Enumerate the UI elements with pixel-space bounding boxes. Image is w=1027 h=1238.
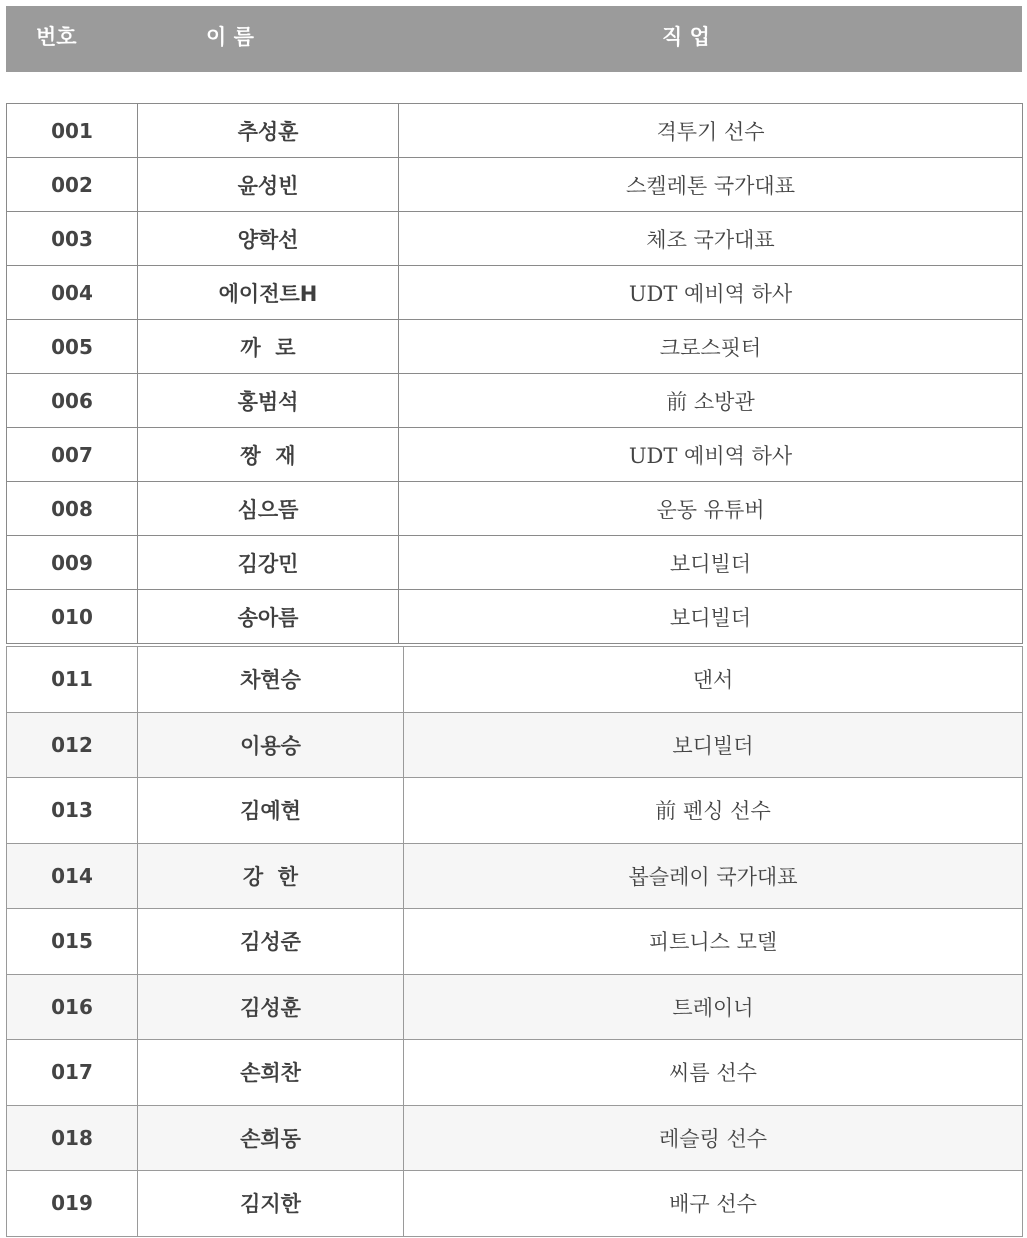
cell-number: 009 [7,536,138,590]
cell-number: 012 [7,712,138,778]
cell-job: 피트니스 모델 [404,909,1023,975]
table-row [7,590,1023,644]
table-row [7,843,1023,909]
table-row [7,320,1023,374]
cell-name: 손희찬 [138,1040,404,1106]
cell-job: 운동 유튜버 [399,482,1023,536]
cell-number: 004 [7,266,138,320]
table-row [7,1105,1023,1171]
table-row [7,104,1023,158]
header-name: 이 름 [206,25,254,49]
cell-job: UDT 예비역 하사 [399,428,1023,482]
cell-name: 강 한 [138,843,404,909]
cell-number: 015 [7,909,138,975]
header-job: 직 업 [662,25,710,49]
cell-number: 011 [7,647,138,713]
cell-job: 스켈레톤 국가대표 [399,158,1023,212]
table-header [6,6,1022,72]
cell-name: 윤성빈 [138,158,399,212]
cell-name: 김성훈 [138,974,404,1040]
cell-job: 보디빌더 [404,712,1023,778]
cell-number: 005 [7,320,138,374]
cell-number: 007 [7,428,138,482]
cell-number: 010 [7,590,138,644]
cell-job: 보디빌더 [399,536,1023,590]
cell-number: 008 [7,482,138,536]
cell-name: 김지한 [138,1171,404,1237]
cell-job: 트레이너 [404,974,1023,1040]
cell-name: 에이전트H [138,266,399,320]
cell-number: 017 [7,1040,138,1106]
cell-job: 체조 국가대표 [399,212,1023,266]
cell-job: 크로스핏터 [399,320,1023,374]
table-row [7,909,1023,975]
table-row [7,374,1023,428]
cell-number: 003 [7,212,138,266]
cell-name: 김강민 [138,536,399,590]
table-row [7,482,1023,536]
cell-number: 006 [7,374,138,428]
participants-table-2 [6,646,1023,1237]
cell-job: 격투기 선수 [399,104,1023,158]
table-row [7,647,1023,713]
cell-job: 前 소방관 [399,374,1023,428]
table-row [7,428,1023,482]
cell-name: 추성훈 [138,104,399,158]
cell-number: 018 [7,1105,138,1171]
cell-name: 이용승 [138,712,404,778]
cell-name: 심으뜸 [138,482,399,536]
cell-name: 김성준 [138,909,404,975]
table-row [7,266,1023,320]
cell-name: 손희동 [138,1105,404,1171]
cell-number: 014 [7,843,138,909]
cell-name: 송아름 [138,590,399,644]
cell-name: 홍범석 [138,374,399,428]
cell-name: 양학선 [138,212,399,266]
table-row [7,536,1023,590]
table-row [7,974,1023,1040]
cell-job: 댄서 [404,647,1023,713]
table-row [7,712,1023,778]
cell-number: 019 [7,1171,138,1237]
cell-number: 013 [7,778,138,844]
cell-name: 김예현 [138,778,404,844]
cell-job: UDT 예비역 하사 [399,266,1023,320]
cell-name: 까 로 [138,320,399,374]
cell-number: 001 [7,104,138,158]
header-number: 번호 [36,25,77,49]
cell-number: 016 [7,974,138,1040]
table-row [7,1171,1023,1237]
table-row [7,778,1023,844]
cell-job: 보디빌더 [399,590,1023,644]
cell-job: 레슬링 선수 [404,1105,1023,1171]
cell-name: 차현승 [138,647,404,713]
cell-job: 봅슬레이 국가대표 [404,843,1023,909]
cell-job: 前 펜싱 선수 [404,778,1023,844]
table-row [7,212,1023,266]
participants-table-1 [6,103,1023,644]
cell-number: 002 [7,158,138,212]
table-row [7,158,1023,212]
cell-job: 씨름 선수 [404,1040,1023,1106]
cell-job: 배구 선수 [404,1171,1023,1237]
cell-name: 짱 재 [138,428,399,482]
table-row [7,1040,1023,1106]
